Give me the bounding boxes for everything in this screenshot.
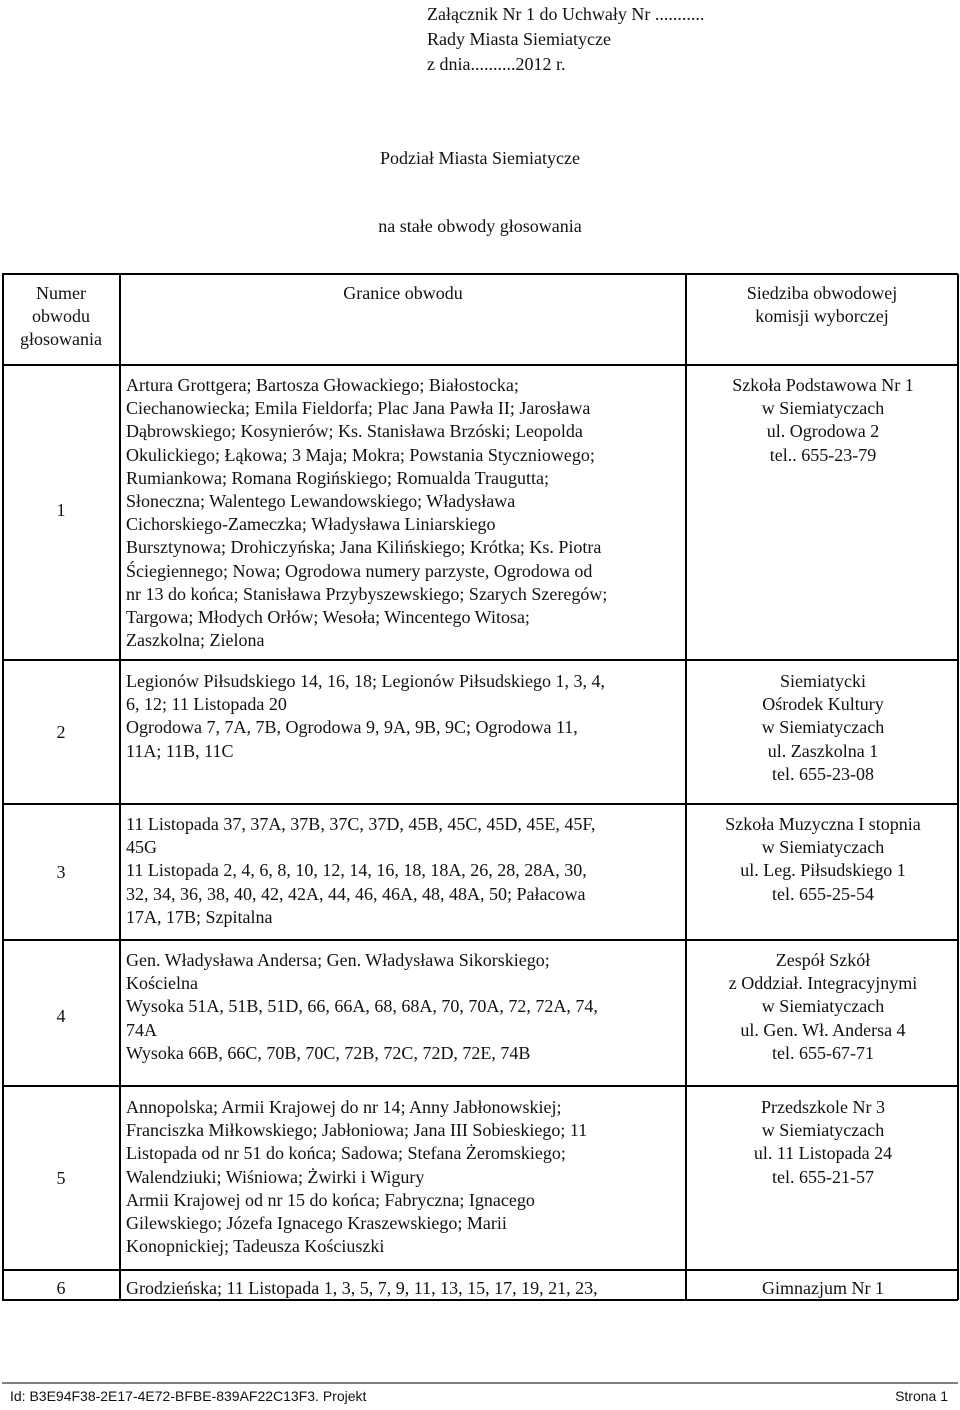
- row-bounds: Legionów Piłsudskiego 14, 16, 18; Legionów Piłsudskiego 1, 3, 4, 6, 12; 11 Listopada 20 Ogrodowa 7, 7A, 7B, Ogrodowa 9, 9A, 9B, 9C; Ogrodowa 11, 11A; 11B, 11C: [126, 671, 605, 761]
- row-seat: Przedszkole Nr 3 w Siemiatyczach ul. 11 Listopada 24 tel. 655-21-57: [753, 1097, 893, 1187]
- row-bounds: Artura Grottgera; Bartosza Głowackiego; Białostocka; Ciechanowiecka; Emila Fieldorfa; Plac Jana Pawła II; Jarosława Dąbrowskiego; Kosynierów; Ks. Stanisława Brzóski; Leopolda Okulickiego; Łąkowa; 3 Maja; Mokra; Powstania Styczniowego; Rumiankowa; Romana Rogińskiego; Romualda Traugutta; Słoneczna; Walentego Lewandowskiego; Władysława Cichorskiego-Zameczka; Władysława Liniarskiego Bursztynowa; Drohiczyńska; Jana Kilińskiego; Krótka; Ks. Piotra Ściegiennego; Nowa; Ogrodowa numery parzyste, Ogrodowa od nr 13 do końca; Stanisława Przybyszewskiego; Szarych Szeregów; Targowa; Młodych Orłów; Wesoła; Wincentego Witosa; Zaszkolna; Zielona: [126, 375, 608, 651]
- row-seat: Szkoła Muzyczna I stopnia w Siemiatyczach ul. Leg. Piłsudskiego 1 tel. 655-25-54: [725, 814, 921, 904]
- document-title: Podział Miasta Siemiatycze: [380, 148, 580, 168]
- row-number: 5: [56, 1168, 66, 1188]
- row-seat: Siemiatycki Ośrodek Kultury w Siemiatyczach ul. Zaszkolna 1 tel. 655-23-08: [761, 671, 885, 784]
- row-number: 1: [56, 500, 66, 520]
- row-bounds: Annopolska; Armii Krajowej do nr 14; Anny Jabłonowskiej; Franciszka Miłkowskiego; Jabłoniowa; Jana III Sobieskiego; 11 Listopada od nr 51 do końca; Sadowa; Stefana Żeromskiego; Walendziuki; Wiśniowa; Żwirki i Wigury Armii Krajowej od nr 15 do końca; Fabryczna; Ignacego Gilewskiego; Józefa Ignacego Kraszewskiego; Marii Konopnickiej; Tadeusza Kościuszki: [126, 1097, 588, 1257]
- document-header: [427, 2, 704, 77]
- column-header-number: Numer obwodu głosowania: [20, 283, 102, 350]
- row-number: 4: [56, 1006, 66, 1026]
- row-seat: Zespół Szkół z Oddział. Integracyjnymi w Siemiatyczach ul. Gen. Wł. Andersa 4 tel. 655-67-71: [728, 950, 918, 1063]
- document-id: Id: B3E94F38-2E17-4E72-BFBE-839AF22C13F3. Projekt: [10, 1388, 367, 1404]
- page-number: Strona 1: [895, 1388, 948, 1404]
- row-number: 2: [56, 722, 66, 742]
- row-bounds: 11 Listopada 37, 37A, 37B, 37C, 37D, 45B, 45C, 45D, 45E, 45F, 45G 11 Listopada 2, 4, 6, 8, 10, 12, 14, 16, 18, 18A, 26, 28, 28A, 30, 32, 34, 36, 38, 40, 42, 42A, 44, 46, 46A, 48, 48A, 50; Pałacowa 17A, 17B; Szpitalna: [126, 814, 596, 927]
- row-number: 6: [56, 1278, 66, 1298]
- row-seat: Gimnazjum Nr 1: [762, 1278, 884, 1298]
- row-bounds: Gen. Władysława Andersa; Gen. Władysława Sikorskiego; Kościelna Wysoka 51A, 51B, 51D, 66, 66A, 68, 68A, 70, 70A, 72, 72A, 74, 74A Wysoka 66B, 66C, 70B, 70C, 72B, 72C, 72D, 72E, 74B: [126, 950, 598, 1063]
- column-header-seat: Siedziba obwodowej komisji wyborczej: [746, 283, 898, 327]
- document-subtitle: na stałe obwody głosowania: [378, 216, 582, 236]
- row-seat: Szkoła Podstawowa Nr 1 w Siemiatyczach ul. Ogrodowa 2 tel.. 655-23-79: [732, 375, 914, 465]
- row-bounds: Grodzieńska; 11 Listopada 1, 3, 5, 7, 9, 11, 13, 15, 17, 19, 21, 23,: [126, 1278, 598, 1298]
- row-number: 3: [56, 862, 66, 882]
- header-line-council: Rady Miasta Siemiatycze: [427, 29, 611, 49]
- column-header-bounds: Granice obwodu: [343, 283, 463, 303]
- header-line-attachment: Załącznik Nr 1 do Uchwały Nr ...........: [427, 4, 705, 24]
- header-line-date: z dnia..........2012 r.: [427, 54, 566, 74]
